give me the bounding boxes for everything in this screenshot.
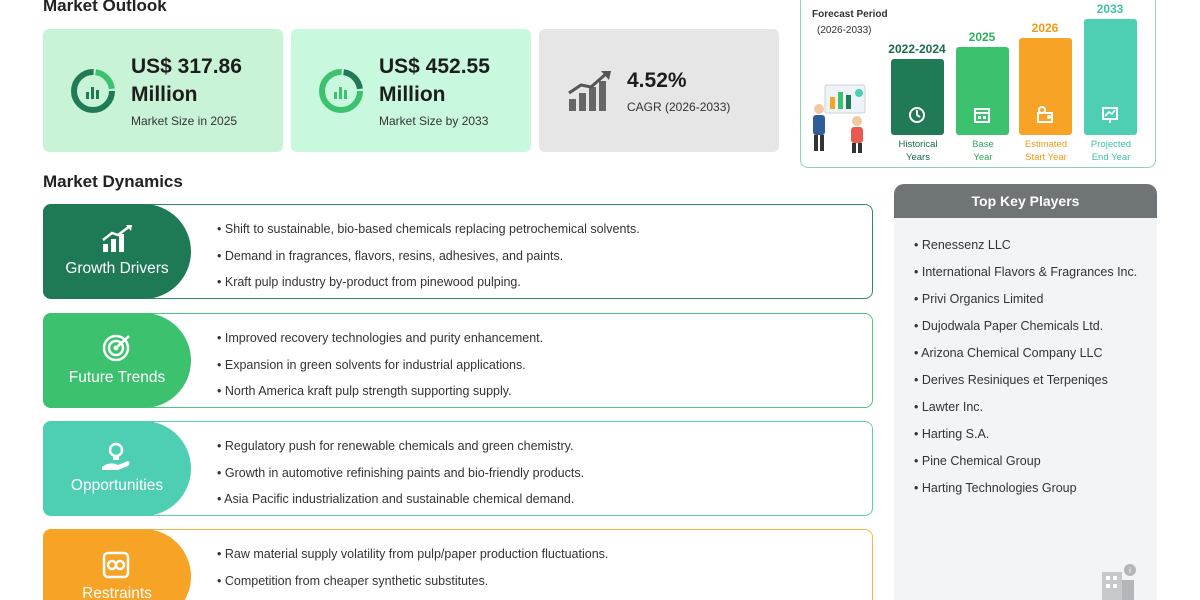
stat-value-unit: Million [379,83,446,106]
history-icon [907,105,927,130]
dynamics-row-future-trends [43,313,873,408]
target-icon [99,333,133,363]
forecast-bar-caption: Projected End Year [1090,139,1132,163]
dynamics-tab-label: Growth Drivers [65,260,169,277]
stat-caption: Market Size in 2025 [131,114,238,128]
dynamics-row-growth-drivers [43,204,873,299]
stat-caption: CAGR (2026-2033) [627,100,731,114]
market-outlook-title: Market Outlook [43,0,167,15]
stat-caption: Market Size by 2033 [379,114,489,128]
dynamics-points [217,222,640,302]
forecast-year-label: 2033 [1096,2,1124,16]
forecast-bar [891,59,944,135]
building-icon [1100,562,1136,600]
dynamics-row-restraints [43,529,873,600]
key-player-item: • Lawter Inc. [914,397,1147,417]
key-player-item: • Derives Resiniques et Terpeniqes [914,370,1147,390]
stat-value-unit: Million [131,83,198,106]
cagr-card [539,29,779,152]
market-dynamics-title: Market Dynamics [43,172,183,191]
market-size-2033-card [291,29,531,152]
estimate-icon [1035,105,1055,130]
dynamics-tab [43,313,191,408]
forecast-year-label: 2022-2024 [888,42,946,56]
forecast-period-range: (2026-2033) [817,25,872,36]
dynamics-point: • Competition from cheaper synthetic substitutes. [217,574,608,600]
forecast-period-panel [800,0,1156,168]
dynamics-tab-label: Opportunities [70,477,164,494]
forecast-bar-caption: Historical Years [898,139,938,163]
dynamics-point: • Demand in fragrances, flavors, resins, adhesives, and paints. [217,249,640,276]
key-player-item: • International Flavors & Fragrances Inc. [914,262,1147,282]
donut-chart-icon [317,67,365,115]
forecast-bar-caption: Estimated Start Year [1024,139,1068,163]
dynamics-point: • Raw material supply volatility from pulp/paper production fluctuations. [217,547,608,574]
projection-icon [1100,105,1120,130]
dynamics-point: • Shift to sustainable, bio-based chemicals replacing petrochemical solvents. [217,222,640,249]
restraint-icon [99,549,133,579]
key-player-item: • Arizona Chemical Company LLC [914,343,1147,363]
dynamics-row-opportunities [43,421,873,516]
dynamics-tab [43,421,191,516]
donut-chart-icon [69,67,117,115]
forecast-year-label: 2026 [1031,21,1059,35]
key-player-item: • Harting Technologies Group [914,478,1147,498]
forecast-bar [956,47,1009,135]
key-player-item: • Renessenz LLC [914,235,1147,255]
dynamics-point: • Regulatory push for renewable chemicals and green chemistry. [217,439,584,466]
key-player-item: • Harting S.A. [914,424,1147,444]
dynamics-tab [43,204,191,299]
stat-value: 4.52% [627,69,687,92]
dynamics-point: • Kraft pulp industry by-product from pinewood pulping. [217,275,640,302]
dynamics-point: • Expansion in green solvents for industrial applications. [217,358,543,385]
forecast-year-label: 2025 [968,30,996,44]
dynamics-point: • Asia Pacific industrialization and sustainable chemical demand. [217,492,584,519]
forecast-bar [1019,38,1072,135]
key-player-item: • Privi Organics Limited [914,289,1147,309]
dynamics-point: • Improved recovery technologies and purity enhancement. [217,331,543,358]
forecast-bar [1084,19,1137,135]
market-size-2025-card [43,29,283,152]
dynamics-points [217,547,608,600]
analyst-illustration [807,79,873,155]
svg-text:i: i [1128,566,1132,575]
dynamics-tab-label: Restraints [82,585,152,600]
key-player-item: • Pine Chemical Group [914,451,1147,471]
dynamics-tab-label: Future Trends [68,369,166,386]
forecast-bar-caption: Base Year [972,139,994,163]
key-player-item: • Dujodwala Paper Chemicals Ltd. [914,316,1147,336]
stat-value: US$ 317.86 [131,55,242,78]
forecast-period-label: Forecast Period [812,9,888,20]
lightbulb-hand-icon [99,441,133,471]
key-players-panel [894,184,1157,600]
dynamics-points [217,439,584,519]
dynamics-tab [43,529,191,600]
stat-value: US$ 452.55 [379,55,490,78]
key-players-header: Top Key Players [894,184,1157,218]
growth-chart-icon [99,224,133,254]
dynamics-point: • Growth in automotive refinishing paints and bio-friendly products. [217,466,584,493]
growth-bars-icon [565,67,613,115]
dynamics-point: • North America kraft pulp strength supporting supply. [217,384,543,411]
dynamics-points [217,331,543,411]
key-players-list [894,235,1157,498]
calendar-icon [972,105,992,130]
